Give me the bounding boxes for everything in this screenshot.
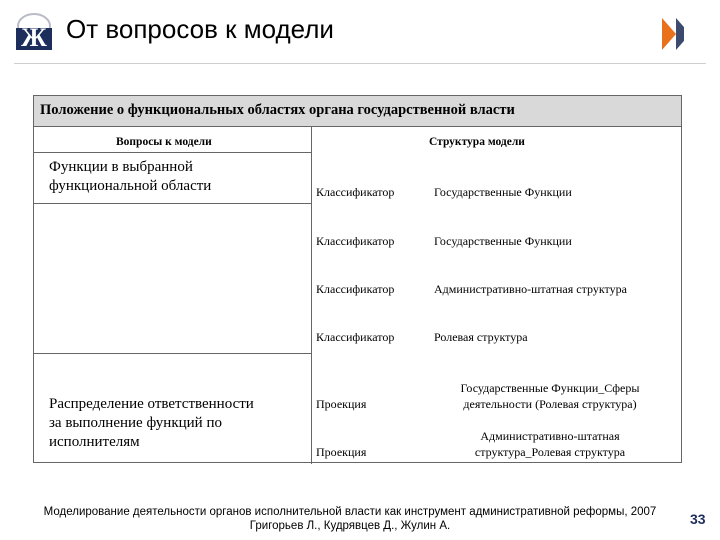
row-divider: [34, 353, 311, 354]
column-divider: [311, 127, 312, 464]
row-structure: Административно-штатная структура_Ролевая структура: [474, 429, 626, 459]
question-functions: Функции в выбранной функциональной области: [49, 159, 212, 194]
footer-line-1: Моделирование деятельности органов исполнительной власти как инструмент административной реформы, 2007: [43, 506, 657, 518]
row-structure: Государственные Функции: [434, 185, 572, 199]
row-kind: Классификатор: [316, 330, 395, 344]
question-responsibility: Распределение ответственности за выполнение функций по исполнителям: [49, 396, 254, 450]
row-structure: Государственные Функции_Сферы деятельности (Ролевая структура): [460, 381, 640, 411]
row-structure: Государственные Функции: [434, 234, 572, 248]
row-structure: Административно-штатная структура: [434, 282, 627, 296]
row-kind: Классификатор: [316, 234, 395, 248]
column-header-structure: Структура модели: [429, 136, 525, 148]
row-divider: [34, 203, 311, 204]
row-kind: Проекция: [316, 397, 367, 411]
model-table: [33, 95, 682, 463]
page-title: От вопросов к модели: [66, 14, 334, 44]
table-heading: Положение о функциональных областях органа государственной власти: [40, 102, 515, 118]
double-arrow-next-icon[interactable]: [662, 18, 702, 50]
hse-logo: [14, 12, 54, 52]
footer-line-2: Григорьев Л., Кудрявцев Д., Жулин А.: [249, 520, 451, 532]
page-number: 33: [690, 511, 706, 527]
column-header-questions: Вопросы к модели: [116, 136, 212, 148]
row-kind: Проекция: [316, 445, 367, 459]
row-kind: Классификатор: [316, 282, 395, 296]
table-heading-bar: [34, 96, 681, 127]
row-structure: Ролевая структура: [434, 330, 528, 344]
footer: [30, 505, 670, 533]
row-divider: [34, 152, 311, 153]
svg-text:Ж: Ж: [21, 23, 47, 52]
header-divider: [14, 63, 706, 64]
row-kind: Классификатор: [316, 185, 395, 199]
